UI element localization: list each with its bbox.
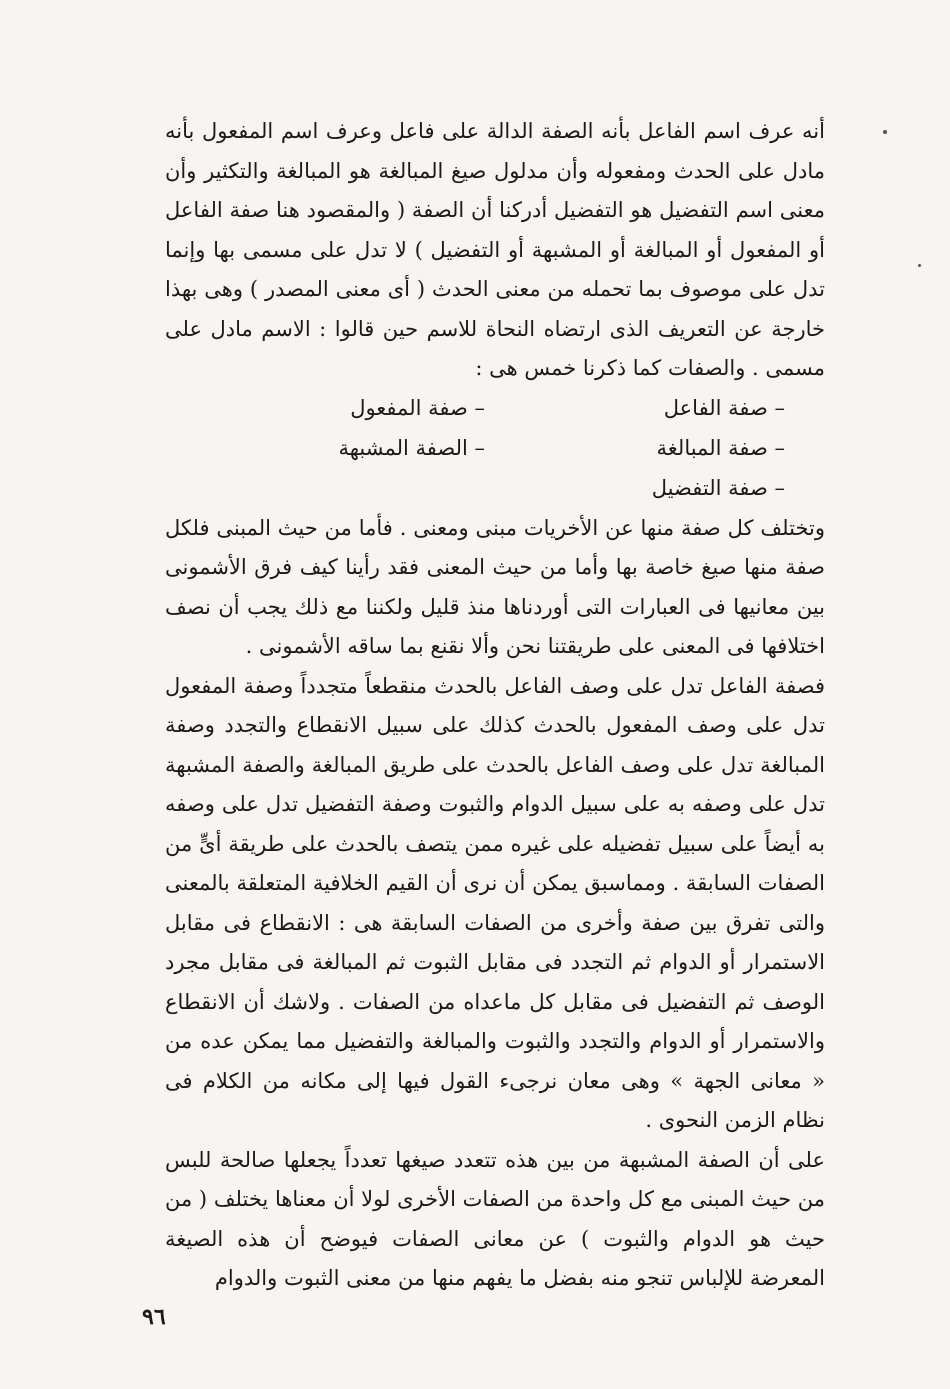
list-item: – صفة المفعول	[350, 395, 485, 420]
list-item: – صفة الفاعل	[663, 395, 785, 420]
list-item: – صفة المبالغة	[656, 435, 785, 460]
list-row	[165, 389, 785, 429]
list-row	[165, 429, 785, 469]
paragraph: وتختلف كل صفة منها عن الأخريات مبنى ومعنى . فأما من حيث المبنى فلكل صفة منها صيغ خاصة بها وأما من حيث المعنى فقد رأينا كيف فرق الأشمونى بين معانيها فى العبارات التى أوردناها منذ قليل ولكننا مع ذلك يجب أن نصف اختلافها فى المعنى على طريقتنا نحن وألا نقنع بما ساقه الأشمونى .	[165, 515, 825, 658]
paragraph: فصفة الفاعل تدل على وصف الفاعل بالحدث منقطعاً متجدداً وصفة المفعول تدل على وصف المفعول بالحدث كذلك على سبيل الانقطاع والتجدد وصفة المبالغة تدل على وصف الفاعل بالحدث على طريق المبالغة والصفة المشبهة تدل على وصفه به على سبيل الدوام والثبوت وصفة التفضيل تدل على وصفه به أيضاً على سبيل تفضيله على غيره ممن يتصف بالحدث على طريقة أىٍّ من الصفات السابقة . ومماسبق يمكن أن نرى أن القيم الخلافية المتعلقة بالمعنى والتى تفرق بين صفة وأخرى من الصفات السابقة هى : الانقطاع فى مقابل الاستمرار أو الدوام ثم التجدد فى مقابل الثبوت ثم المبالغة فى مقابل مجرد الوصف ثم التفضيل فى مقابل كل ماعداه من الصفات . ولاشك أن الانقطاع والاستمرار أو الدوام والتجدد والثبوت والمبالغة والتفضيل مما يمكن عده من « معانى الجهة » وهى معان نرجىء القول فيها إلى مكانه من الكلام فى نظام الزمن النحوى .	[165, 673, 825, 1132]
paragraph: أنه عرف اسم الفاعل بأنه الصفة الدالة على فاعل وعرف اسم المفعول بأنه مادل على الحدث ومفعوله وأن مدلول صيغ المبالغة هو المبالغة والتكثير وأن معنى اسم التفضيل هو التفضيل أدركنا أن الصفة ( والمقصود هنا صفة الفاعل أو المفعول أو المبالغة أو المشبهة أو التفضيل ) لا تدل على مسمى بها وإنما تدل على موصوف بما تحمله من معنى الحدث ( أى معنى المصدر ) وهى بهذا خارجة عن التعريف الذى ارتضاه النحاة للاسم حين قالوا : الاسم مادل على مسمى . والصفات كما ذكرنا خمس هى :	[165, 119, 825, 380]
list-row	[165, 469, 785, 509]
page-number: ٩٦	[142, 1304, 166, 1330]
list-item: – الصفة المشبهة	[338, 435, 485, 460]
body-text	[165, 112, 825, 1299]
scan-speck	[883, 130, 887, 134]
scan-speck	[918, 264, 921, 267]
list-item: – صفة التفضيل	[651, 475, 785, 500]
paragraph: على أن الصفة المشبهة من بين هذه تتعدد صيغها تعدداً يجعلها صالحة للبس من حيث المبنى مع كل واحدة من الصفات الأخرى لولا أن معناها يختلف ( من حيث هو الدوام والثبوت ) عن معانى الصفات فيوضح أن هذه الصيغة المعرضة للإلباس تنجو منه بفضل ما يفهم منها من معنى الثبوت والدوام	[165, 1147, 825, 1290]
attribute-list	[165, 389, 825, 509]
